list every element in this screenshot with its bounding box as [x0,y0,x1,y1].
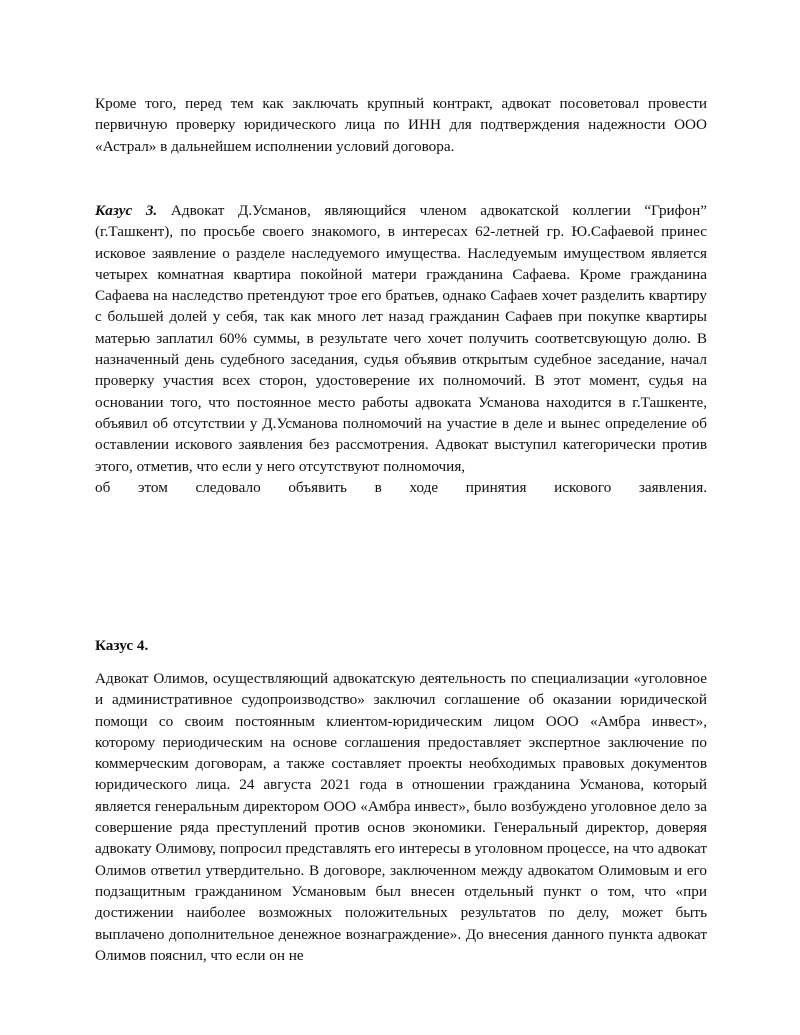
case-4-paragraph: Адвокат Олимов, осуществляющий адвокатскую деятельность по специализации «уголовное и административное судопроизводство» заключил соглашение об оказании юридической помощи со своим постоянным клиентом-юридическим лицом ООО «Амбра инвест», которому периодическим на основе соглашения предоставляет экспертное заключение по коммерческим договорам, а также составляет проекты необходимых правовых документов юридического лица. 24 августа 2021 года в отношении гражданина Усманова, который является генеральным директором ООО «Амбра инвест», было возбуждено уголовное дело за совершение ряда преступлений против основ экономики. Генеральный директор, доверяя адвокату Олимову, попросил представлять его интересы в уголовном процессе, на что адвокат Олимов ответил утвердительно. В договоре, заключенном между адвокатом Олимовым и его подзащитным гражданином Усмановым был внесен отдельный пункт о том, что «при достижении наиболее возможных положительных результатов по делу, может быть выплачено дополнительное денежное вознаграждение». До внесения данного пункта адвокат Олимов пояснил, что если он не [95,670,707,964]
case-3-last-line: об этом следовало объявить в ходе принятия искового заявления. [95,478,707,496]
case-3-paragraph [95,200,707,498]
case-4-heading: Казус 4. [95,637,149,654]
case-3-label: Казус 3. [95,202,158,219]
case-3-text: Адвокат Д.Усманов, являющийся членом адвокатской коллегии “Грифон” (г.Ташкент), по просьбе своего знакомого, в интересах 62-летней гр. Ю.Сафаевой принес исковое заявление о разделе наследуемого имущества. Наследуемым имуществом является четырех комнатная квартира покойной матери гражданина Сафаева. Кроме гражданина Сафаева на наследство претендуют трое его братьев, однако Сафаев хочет разделить квартиру с большей долей у себя, так как много лет назад гражданин Сафаев при покупке квартиры матерью заплатил 60% суммы, в результате чего хочет получить соответсвующую долю. В назначенный день судебного заседания, судья объявив открытым судебное заседание, начал проверку участия всех сторон, удостоверение их полномочий. В этот момент, судья на основании того, что постоянное место работы адвоката Усманова находится в г.Ташкенте, объявил об отсутствии у Д.Усманова полномочий на участие в деле и вынес определение об оставлении искового заявления без рассмотрения. Адвокат выступил категорически против этого, отметив, что если у него отсутствуют полномочия, [95,202,707,475]
paragraph-intro: Кроме того, перед тем как заключать крупный контракт, адвокат посоветовал провести первичную проверку юридического лица по ИНН для подтверждения надежности ООО «Астрал» в дальнейшем исполнении условий договора. [95,95,707,155]
